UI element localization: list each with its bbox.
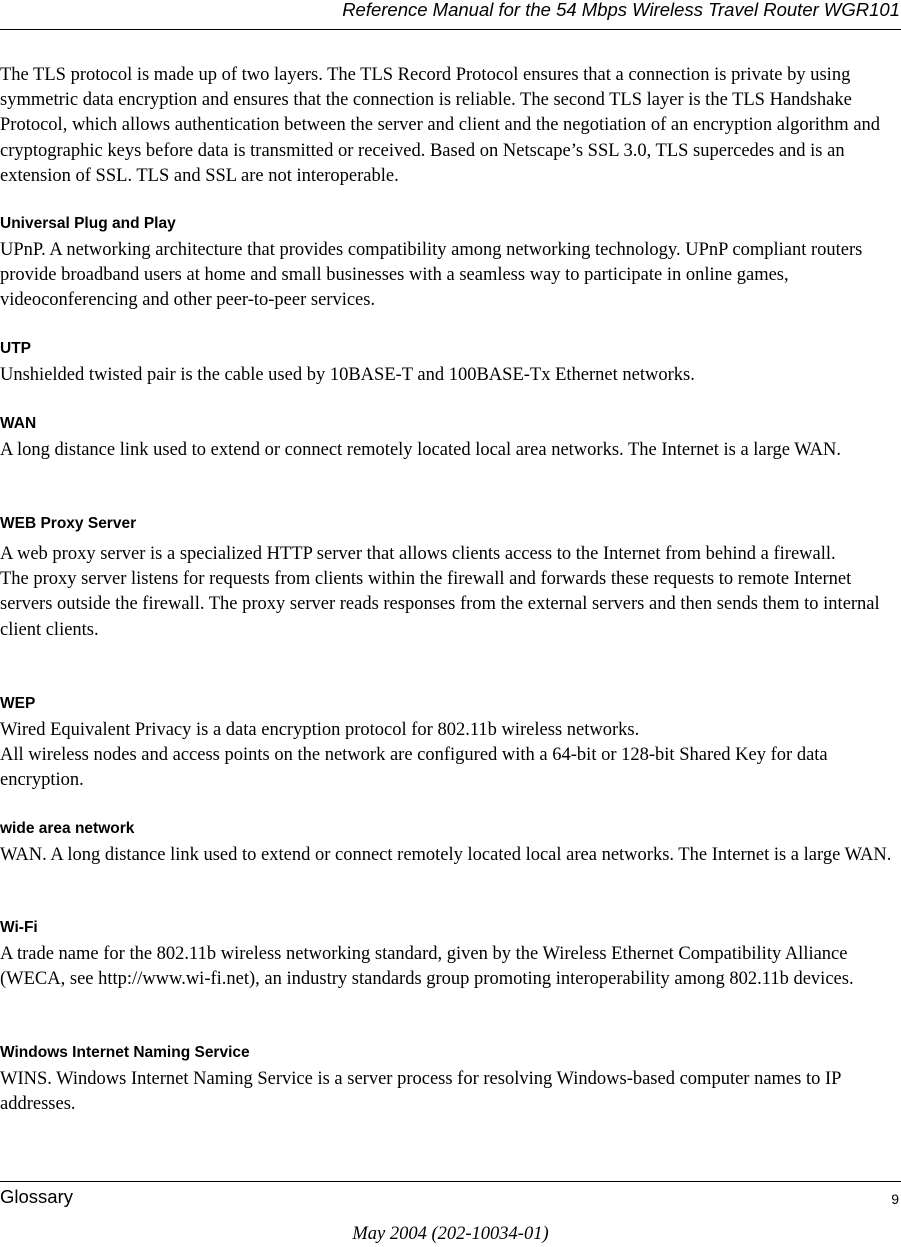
glossary-entry-wan — [0, 414, 898, 463]
entry-term: WAN — [0, 415, 37, 432]
footer-date: May 2004 (202-10034-01) — [352, 1224, 549, 1244]
manual-title: Reference Manual for the 54 Mbps Wireless Travel Router WGR101 — [342, 0, 900, 20]
intro-block — [0, 63, 898, 189]
entry-definition: A web proxy server is a specialized HTTP server that allows clients access to the Internet from behind a firewall. — [0, 544, 836, 564]
entry-definition-continued: The proxy server listens for requests from clients within the firewall and forwards these requests to remote Internet servers outside the firewall. The proxy server reads responses from the external servers and then sends them to internal client clients. — [0, 569, 880, 640]
entry-term: WEP — [0, 695, 36, 712]
entry-definition: WAN. A long distance link used to extend or connect remotely located local area networks. The Internet is a large WAN. — [0, 845, 892, 865]
glossary-entry-upnp — [0, 214, 898, 314]
page-footer — [0, 1181, 901, 1207]
entry-term: Windows Internet Naming Service — [0, 1044, 250, 1061]
glossary-entry-utp — [0, 339, 898, 388]
entry-definition: Wired Equivalent Privacy is a data encryption protocol for 802.11b wireless networks. — [0, 720, 640, 740]
glossary-entry-wide-area-network — [0, 819, 898, 868]
entry-definition: WINS. Windows Internet Naming Service is a server process for resolving Windows-based computer names to IP addresses. — [0, 1069, 841, 1115]
glossary-entry-wins — [0, 1043, 898, 1117]
glossary-entry-wi-fi — [0, 918, 898, 992]
page-header — [0, 0, 901, 30]
entry-definition-continued: All wireless nodes and access points on the network are configured with a 64-bit or 128-bit Shared Key for data encryption. — [0, 745, 828, 791]
glossary-entry-wep — [0, 694, 898, 794]
glossary-entry-web-proxy-server — [0, 514, 898, 643]
entry-term: UTP — [0, 340, 31, 357]
intro-paragraph: The TLS protocol is made up of two layers. The TLS Record Protocol ensures that a connection is private by using symmetric data encryption and ensures that the connection is reliable. The second TLS layer is the TLS Handshake Protocol, which allows authentication between the server and client and the negotiation of an encryption algorithm and cryptographic keys before data is transmitted or received. Based on Netscape’s SSL 3.0, TLS supercedes and is an extension of SSL. TLS and SSL are not interoperable. — [0, 65, 881, 186]
entry-term: Wi-Fi — [0, 919, 38, 936]
entry-definition: A long distance link used to extend or connect remotely located local area networks. The Internet is a large WAN. — [0, 440, 841, 460]
entry-definition: Unshielded twisted pair is the cable used by 10BASE-T and 100BASE-Tx Ethernet networks. — [0, 365, 695, 385]
page-number: 9 — [891, 1191, 899, 1207]
entry-term: wide area network — [0, 820, 135, 837]
footer-section-name: Glossary — [0, 1186, 73, 1207]
entry-definition: UPnP. A networking architecture that provides compatibility among networking technology. UPnP compliant routers provide broadband users at home and small businesses with a seamless way to participate in online games, videoconferencing and other peer-to-peer services. — [0, 240, 863, 311]
entry-term: Universal Plug and Play — [0, 215, 176, 232]
entry-definition: A trade name for the 802.11b wireless networking standard, given by the Wireless Ethernet Compatibility Alliance (WECA, see http://www.wi-fi.net), an industry standards group promoting interoperability among 802.11b devices. — [0, 944, 854, 990]
entry-term: WEB Proxy Server — [0, 515, 137, 532]
